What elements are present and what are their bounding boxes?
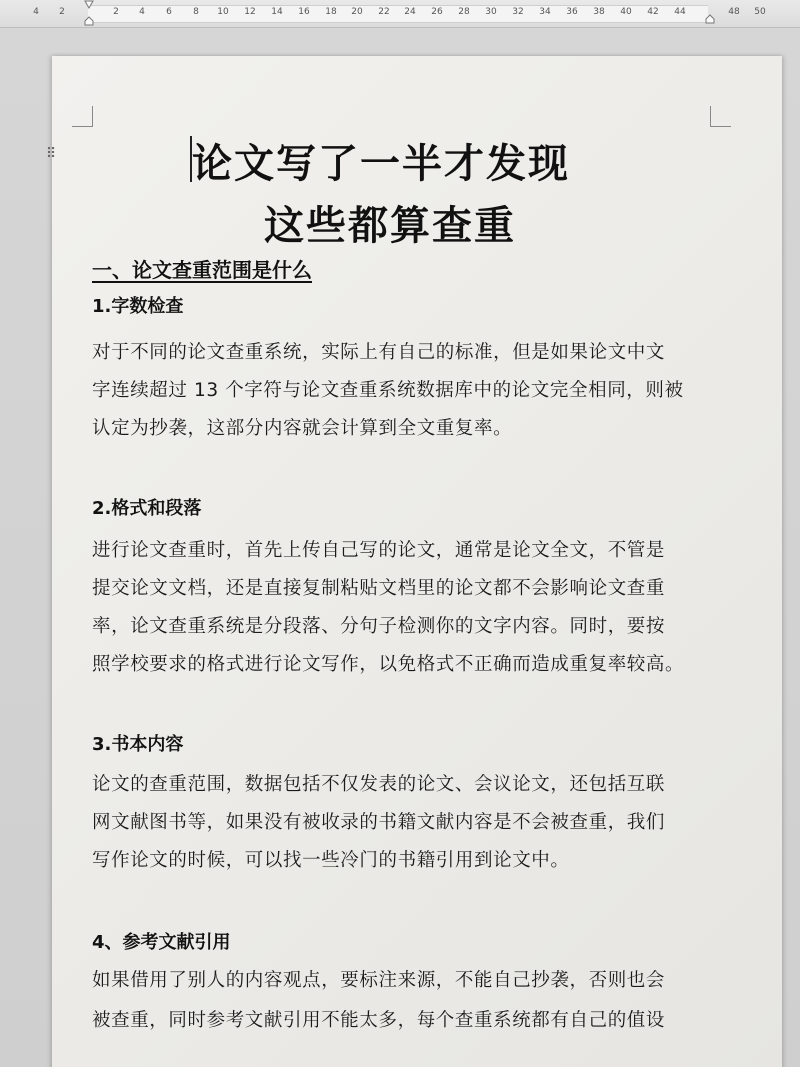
- first-line-indent-icon[interactable]: [84, 0, 94, 10]
- ruler-tick: 28: [458, 7, 470, 17]
- ruler-tick: 8: [193, 7, 199, 17]
- paragraph-line: 网文献图书等，如果没有被收录的书籍文献内容是不会被查重，我们: [92, 812, 666, 833]
- paragraph-line: 认定为抄袭，这部分内容就会计算到全文重复率。: [92, 418, 513, 439]
- subsection-heading: 3.书本内容: [92, 734, 184, 755]
- ruler-tick: 22: [378, 7, 390, 17]
- ruler-tick: 14: [271, 7, 283, 17]
- horizontal-ruler[interactable]: [0, 0, 800, 28]
- ruler-tick: 4: [139, 7, 145, 17]
- move-handle-icon[interactable]: ⠿: [46, 146, 57, 162]
- section-heading: 一、论文查重范围是什么: [92, 258, 312, 282]
- document-page[interactable]: [46, 56, 782, 1067]
- ruler-tick: 38: [593, 7, 605, 17]
- ruler-tick: 10: [217, 7, 229, 17]
- paragraph-line: 写作论文的时候，可以找一些冷门的书籍引用到论文中。: [92, 850, 570, 871]
- ruler-tick: 24: [404, 7, 416, 17]
- ruler-tick: 18: [325, 7, 337, 17]
- paragraph-line: 字连续超过 13 个字符与论文查重系统数据库中的论文完全相同，则被: [92, 380, 684, 401]
- hanging-indent-icon[interactable]: [84, 16, 94, 26]
- subsection-heading: 4、参考文献引用: [92, 932, 231, 953]
- subsection-heading: 2.格式和段落: [92, 498, 202, 519]
- ruler-tick: 32: [512, 7, 524, 17]
- ruler-tick: 42: [647, 7, 659, 17]
- paragraph-line: 论文的查重范围，数据包括不仅发表的论文、会议论文，还包括互联: [92, 774, 666, 795]
- paragraph-line: 进行论文查重时，首先上传自己写的论文，通常是论文全文，不管是: [92, 540, 666, 561]
- paragraph-line: 率，论文查重系统是分段落、分句子检测你的文字内容。同时，要按: [92, 616, 666, 637]
- paragraph-line: 照学校要求的格式进行论文写作，以免格式不正确而造成重复率较高。: [92, 654, 685, 675]
- ruler-text-area: [88, 5, 708, 23]
- ruler-tick: 12: [244, 7, 256, 17]
- subsection-heading: 1.字数检查: [92, 296, 184, 317]
- ruler-tick: 50: [754, 7, 766, 17]
- document-title-line-1: 论文写了一半才发现: [192, 140, 570, 187]
- ruler-tick: 34: [539, 7, 551, 17]
- paragraph-line: 提交论文文档，还是直接复制粘贴文档里的论文都不会影响论文查重: [92, 578, 666, 599]
- ruler-tick: 48: [728, 7, 740, 17]
- ruler-tick: 40: [620, 7, 632, 17]
- document-title-line-2: 这些都算查重: [264, 202, 516, 249]
- ruler-tick: 20: [351, 7, 363, 17]
- paragraph-line: 被查重，同时参考文献引用不能太多，每个查重系统都有自己的值设: [92, 1010, 666, 1031]
- ruler-tick: 44: [674, 7, 686, 17]
- ruler-tick: 16: [298, 7, 310, 17]
- margin-corner-mark: [710, 106, 731, 127]
- ruler-tick: 4: [33, 7, 39, 17]
- paragraph-line: 对于不同的论文查重系统，实际上有自己的标准，但是如果论文中文: [92, 342, 666, 363]
- paragraph-line: 如果借用了别人的内容观点，要标注来源，不能自己抄袭，否则也会: [92, 970, 666, 991]
- margin-corner-mark: [72, 106, 93, 127]
- right-indent-icon[interactable]: [705, 14, 715, 24]
- ruler-tick: 6: [166, 7, 172, 17]
- ruler-tick: 2: [59, 7, 65, 17]
- ruler-tick: 26: [431, 7, 443, 17]
- ruler-tick: 2: [113, 7, 119, 17]
- ruler-tick: 30: [485, 7, 497, 17]
- ruler-tick: 36: [566, 7, 578, 17]
